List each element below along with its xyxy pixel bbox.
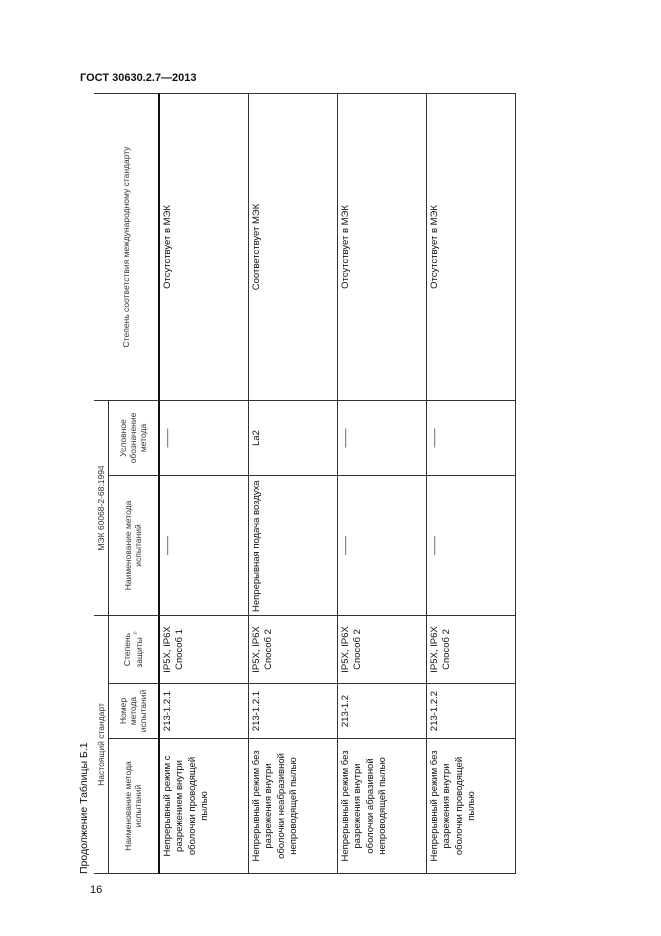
cell-name: Непрерывный режим без разрежения внутри оболочки абразивной непроводящей пылью	[337, 739, 426, 874]
header-iec-method-code: Условное обозначение метода	[109, 400, 159, 475]
cell-compliance: Отсутствует в МЭК	[426, 93, 515, 400]
cell-degree: IP5X, IP6X Способ 2	[337, 615, 426, 683]
table-row	[248, 93, 337, 873]
page-number: 16	[90, 884, 103, 896]
header-iec-standard: МЭК 60068-2-68:1994	[94, 400, 109, 615]
document-header: ГОСТ 30630.2.7—2013	[80, 72, 197, 84]
cell-number: 213-1.2.1	[248, 684, 337, 739]
rotated-table-frame	[94, 94, 516, 874]
cell-number: 213-1.2.1	[159, 684, 249, 739]
table-caption: Продолжение Таблицы Б.1	[78, 742, 90, 874]
header-method-name: Наименование метода испытаний	[109, 739, 159, 874]
cell-degree: IP5X, IP6X Способ 2	[248, 615, 337, 683]
table-row	[337, 93, 426, 873]
cell-degree: IP5X, IP6X Способ 1	[159, 615, 249, 683]
table-row	[159, 93, 249, 873]
table-caption-wrap	[74, 88, 94, 874]
rotated-table-inner	[94, 94, 516, 874]
table-row	[426, 93, 515, 873]
cell-iec-name: ——	[426, 475, 515, 615]
header-iec-method-name: Наименование метода испытаний	[109, 475, 159, 615]
comparison-table	[94, 93, 516, 874]
cell-iec-code: La2	[248, 400, 337, 475]
header-degree-footnote: ¹⁾	[134, 631, 141, 635]
cell-name: Непрерывный режим с разрежением внутри оболочки проводящей пылью	[159, 739, 249, 874]
cell-iec-name: Непрерывная подача воздуха	[248, 475, 337, 615]
cell-compliance: Отсутствует в МЭК	[159, 93, 249, 400]
cell-degree: IP5X, IP6X Способ 2	[426, 615, 515, 683]
cell-name: Непрерывный режим без разрежения внутри оболочки проводящей пылью	[426, 739, 515, 874]
cell-number: 213-1.2.2	[426, 684, 515, 739]
header-method-number: Номер метода испытаний	[109, 684, 159, 739]
cell-iec-code: ——	[337, 400, 426, 475]
cell-compliance: Соответствует МЭК	[248, 93, 337, 400]
header-national-standard: Настоящий стандарт	[94, 615, 109, 873]
header-compliance: Степень соответствия международному стандарту	[94, 93, 159, 400]
cell-iec-name: ——	[159, 475, 249, 615]
cell-iec-code: ——	[159, 400, 249, 475]
cell-number: 213-1.2	[337, 684, 426, 739]
cell-iec-code: ——	[426, 400, 515, 475]
table-header-row-group	[94, 93, 109, 873]
cell-name: Непрерывный режим без разрежения внутри оболочки неабразивной непроводящей пылью	[248, 739, 337, 874]
cell-iec-name: ——	[337, 475, 426, 615]
cell-compliance: Отсутствует в МЭК	[337, 93, 426, 400]
header-degree	[109, 615, 159, 683]
header-degree-label: Степень защиты	[122, 632, 145, 668]
